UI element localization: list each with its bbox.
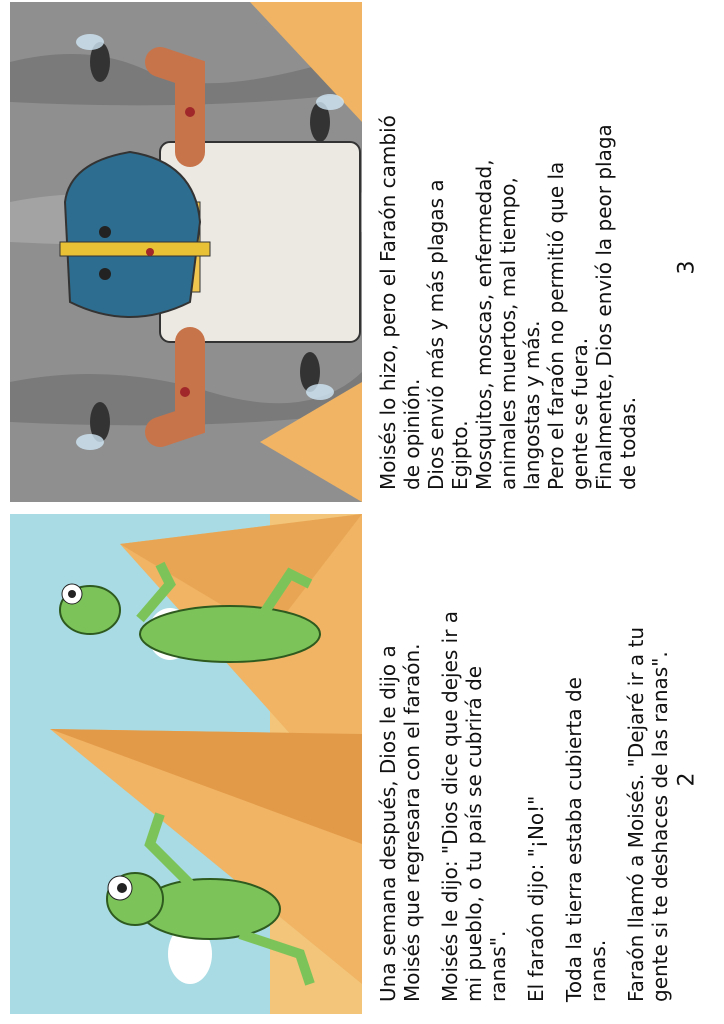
frogs-illustration — [10, 514, 362, 1014]
text-line: animales muertos, mal tiempo, — [496, 177, 520, 490]
text-line: Moisés lo hizo, pero el Faraón cambió — [376, 115, 400, 490]
frogs-scene-svg — [10, 514, 362, 1014]
text-line: mi pueblo, o tu país se cubrirá de — [462, 665, 486, 1002]
text-line: Faraón llamó a Moisés. "Dejaré ir a tu — [624, 626, 648, 1002]
text-line: Moisés le dijo: "Dios dice que dejes ir a — [438, 610, 462, 1002]
text-line: Moisés que regresara con el faraón. — [400, 643, 424, 1002]
text-line: de todas. — [616, 396, 640, 490]
text-line: Finalmente, Dios envió la peor plaga — [592, 124, 616, 490]
page-number: 3 — [674, 260, 700, 275]
text-line: gente si te deshaces de las ranas". — [648, 651, 672, 1002]
text-line: Toda la tierra estaba cubierta de — [562, 677, 586, 1002]
text-line: de opinión. — [400, 378, 424, 490]
page-2-text — [376, 532, 686, 1002]
pharaoh-scene-svg — [10, 2, 362, 502]
text-line: ranas. — [586, 939, 610, 1002]
text-line: Mosquitos, moscas, enfermedad, — [472, 159, 496, 490]
text-line: langostas y más. — [520, 320, 544, 490]
text-line: Egipto. — [448, 420, 472, 490]
text-line: Una semana después, Dios le dijo a — [376, 645, 400, 1002]
text-line: El faraón dijo: "¡No!" — [524, 795, 548, 1002]
text-line: Pero el faraón no permitió que la — [544, 161, 568, 490]
text-line: gente se fuera. — [568, 337, 592, 490]
text-line: Dios envió más y más plagas a — [424, 179, 448, 490]
pharaoh-illustration — [10, 2, 362, 502]
page-3-text — [376, 20, 640, 490]
page-2 — [0, 512, 724, 1024]
page-number: 2 — [674, 772, 700, 787]
text-line: ranas". — [486, 930, 510, 1002]
